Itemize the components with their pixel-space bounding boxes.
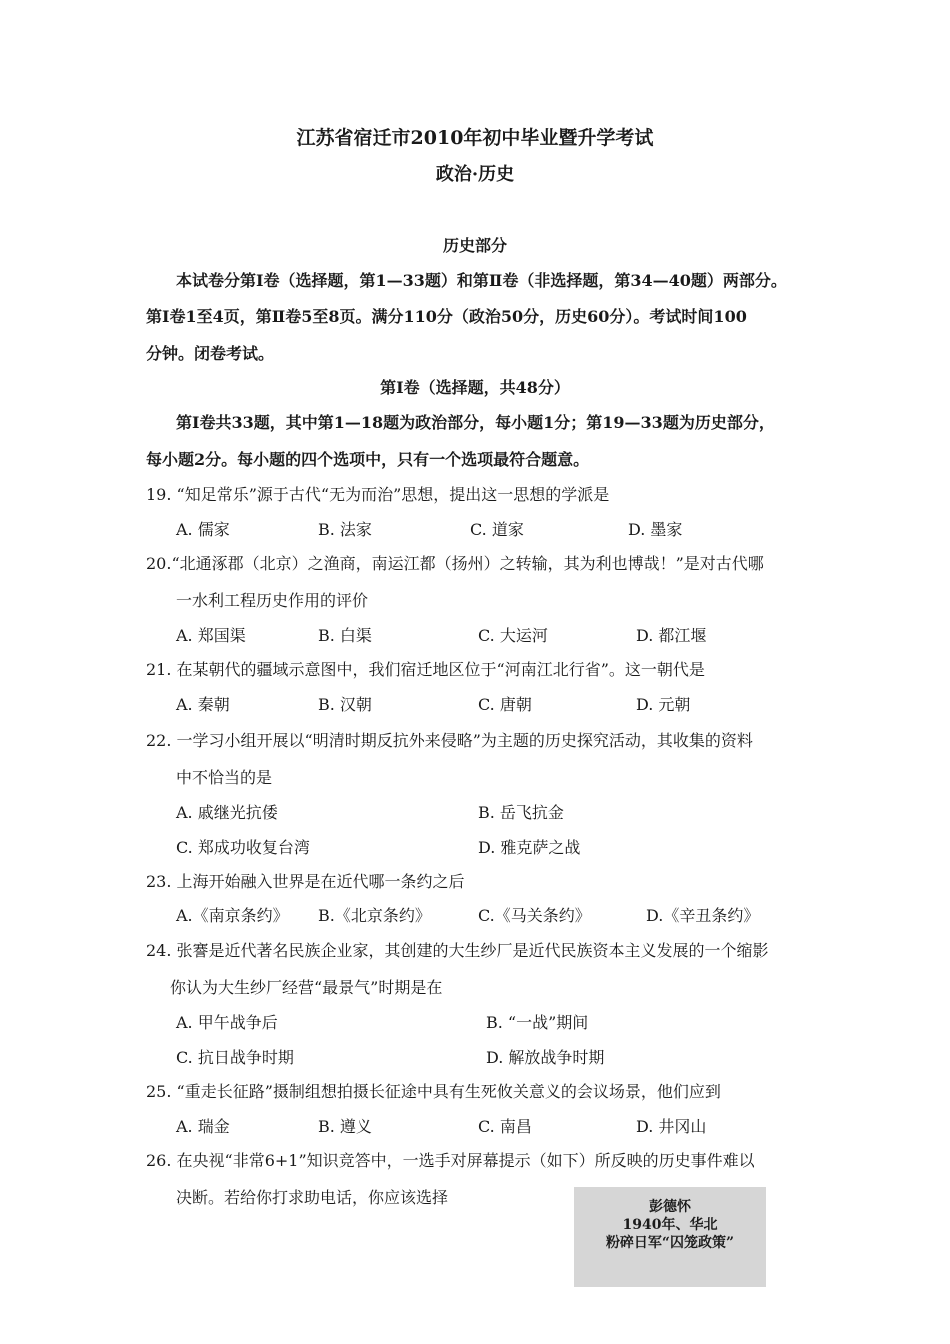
q24-option-b: B. “一战”期间 bbox=[486, 1013, 589, 1032]
q25-option-a: A. 瑞金 bbox=[176, 1117, 230, 1136]
question-19: 19. “知足常乐”源于古代“无为而治”思想，提出这一思想的学派是 bbox=[146, 485, 610, 504]
question-24-cont: 你认为大生纱厂经营“最景气”时期是在 bbox=[170, 978, 443, 997]
q19-option-d: D. 墨家 bbox=[628, 520, 683, 539]
part-intro-line-1: 第Ⅰ卷共33题，其中第1—18题为政治部分，每小题1分；第19—33题为历史部分， bbox=[176, 413, 775, 432]
q21-option-c: C. 唐朝 bbox=[478, 695, 532, 714]
q22-option-a: A. 戚继光抗倭 bbox=[176, 803, 278, 822]
part-title: 第Ⅰ卷（选择题，共48分） bbox=[380, 378, 570, 397]
q24-option-a: A. 甲午战争后 bbox=[176, 1013, 278, 1032]
q21-option-d: D. 元朝 bbox=[636, 695, 691, 714]
question-25: 25. “重走长征路”摄制组想拍摄长征途中具有生死攸关意义的会议场景，他们应到 bbox=[146, 1082, 721, 1101]
q24-option-c: C. 抗日战争时期 bbox=[176, 1048, 294, 1067]
q20-option-d: D. 都江堰 bbox=[636, 626, 707, 645]
question-22-cont: 中不恰当的是 bbox=[176, 768, 273, 787]
hint-line-3: 粉碎日军“囚笼政策” bbox=[605, 1235, 735, 1251]
q23-option-c: C.《马关条约》 bbox=[478, 906, 591, 925]
hint-box bbox=[574, 1187, 766, 1287]
q20-option-b: B. 白渠 bbox=[318, 626, 372, 645]
q22-option-c: C. 郑成功收复台湾 bbox=[176, 838, 310, 857]
q21-option-b: B. 汉朝 bbox=[318, 695, 372, 714]
question-23: 23. 上海开始融入世界是在近代哪一条约之后 bbox=[146, 872, 465, 891]
question-20-cont: 一水利工程历史作用的评价 bbox=[176, 591, 369, 610]
exam-title: 江苏省宿迁市2010年初中毕业暨升学考试 bbox=[296, 127, 654, 149]
q22-option-d: D. 雅克萨之战 bbox=[478, 838, 581, 857]
question-22: 22. 一学习小组开展以“明清时期反抗外来侵略”为主题的历史探究活动，其收集的资料 bbox=[146, 731, 753, 750]
question-24: 24. 张謇是近代著名民族企业家，其创建的大生纱厂是近代民族资本主义发展的一个缩影 bbox=[146, 941, 769, 960]
question-21: 21. 在某朝代的疆域示意图中，我们宿迁地区位于“河南江北行省”。这一朝代是 bbox=[146, 660, 705, 679]
q19-option-a: A. 儒家 bbox=[176, 520, 230, 539]
q19-option-b: B. 法家 bbox=[318, 520, 372, 539]
intro-line-3: 分钟。闭卷考试。 bbox=[146, 344, 275, 363]
q21-option-a: A. 秦朝 bbox=[176, 695, 230, 714]
q25-option-c: C. 南昌 bbox=[478, 1117, 532, 1136]
hint-line-2: 1940年、华北 bbox=[622, 1217, 718, 1233]
q23-option-d: D.《辛丑条约》 bbox=[646, 906, 760, 925]
q25-option-b: B. 遵义 bbox=[318, 1117, 372, 1136]
intro-line-1: 本试卷分第Ⅰ卷（选择题，第1—33题）和第Ⅱ卷（非选择题，第34—40题）两部分。 bbox=[176, 271, 787, 290]
q20-option-c: C. 大运河 bbox=[478, 626, 548, 645]
question-26: 26. 在央视“非常6+1”知识竞答中，一选手对屏幕提示（如下）所反映的历史事件难以 bbox=[146, 1151, 755, 1170]
section-heading: 历史部分 bbox=[442, 236, 507, 255]
intro-line-2: 第Ⅰ卷1至4页，第Ⅱ卷5至8页。满分110分（政治50分，历史60分）。考试时间100 bbox=[146, 307, 747, 326]
q25-option-d: D. 井冈山 bbox=[636, 1117, 707, 1136]
q20-option-a: A. 郑国渠 bbox=[176, 626, 246, 645]
hint-line-1: 彭德怀 bbox=[649, 1199, 691, 1215]
q19-option-c: C. 道家 bbox=[470, 520, 524, 539]
q24-option-d: D. 解放战争时期 bbox=[486, 1048, 605, 1067]
part-intro-line-2: 每小题2分。每小题的四个选项中，只有一个选项最符合题意。 bbox=[146, 450, 590, 469]
q22-option-b: B. 岳飞抗金 bbox=[478, 803, 564, 822]
question-20: 20.“北通涿郡（北京）之渔商，南运江都（扬州）之转输，其为利也博哉！”是对古代哪 bbox=[146, 554, 764, 573]
exam-subtitle: 政治·历史 bbox=[435, 164, 515, 185]
question-26-cont: 决断。若给你打求助电话，你应该选择 bbox=[176, 1188, 449, 1207]
q23-option-b: B.《北京条约》 bbox=[318, 906, 431, 925]
q23-option-a: A.《南京条约》 bbox=[176, 906, 289, 925]
